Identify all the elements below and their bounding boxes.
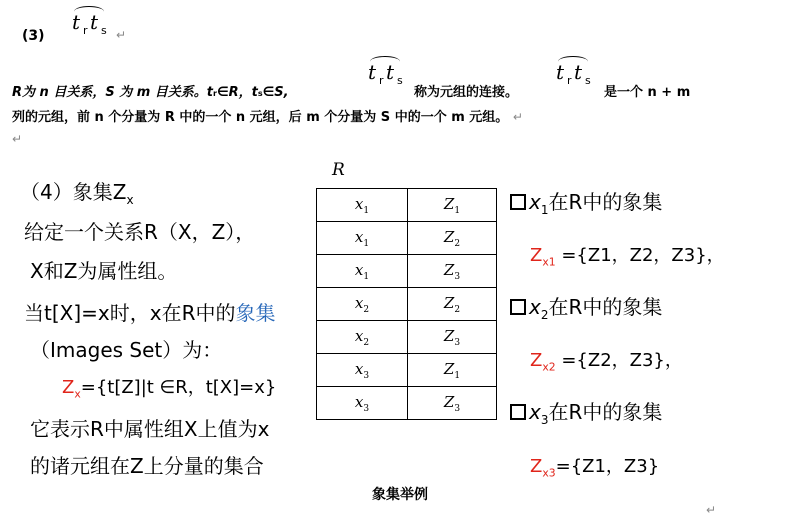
- cell-x: $x_1$: [317, 189, 408, 222]
- item3-line1-end: 是一个 n + m: [604, 85, 691, 100]
- item4-line4: （Images Set）为：: [30, 338, 223, 362]
- cell-z: $Z_3$: [408, 387, 497, 420]
- image-set-result-x3: $Z_{x3}=\{Z1$，Z3}: [530, 456, 660, 480]
- item4-line3: 当t[X]=x时，x在R中的象集: [24, 301, 276, 325]
- cell-x: $x_3$: [317, 387, 408, 420]
- checkbox-icon: [510, 299, 526, 315]
- paragraph-mark: ↵: [706, 503, 717, 517]
- table-row: [317, 222, 497, 255]
- image-set-result-x1: $Z_{x1} =\{Z1$，Z2，Z3}，: [530, 245, 725, 269]
- cell-z: $Z_1$: [408, 189, 497, 222]
- paragraph-mark: ↵: [12, 132, 23, 146]
- item4-line6: 它表示R中属性组X上值为x: [30, 417, 270, 441]
- table-row: [317, 321, 497, 354]
- table-row: [317, 288, 497, 321]
- checkbox-icon: [510, 194, 526, 210]
- item3-label: (3): [22, 28, 45, 44]
- cell-z: $Z_3$: [408, 255, 497, 288]
- cell-x: $x_1$: [317, 255, 408, 288]
- cell-x: $x_1$: [317, 222, 408, 255]
- item3-line1-join: 称为元组的连接。: [414, 85, 519, 100]
- item3-line2: 列的元组，前 n 个分量为 R 中的一个 n 元组，后 m 个分量为 S 中的一个 m 元组。 ↵: [12, 110, 523, 125]
- cell-x: $x_2$: [317, 288, 408, 321]
- cell-z: $Z_2$: [408, 222, 497, 255]
- image-set-result-x2: $Z_{x2} =\{Z2$，Z3}，: [530, 350, 683, 374]
- cell-x: $x_2$: [317, 321, 408, 354]
- item4-line2: X和Z为属性组。: [30, 259, 178, 283]
- image-set-formula: $Z_x=\{t[Z]|t$ ∈R，t[X]=x}: [62, 377, 277, 401]
- cell-z: $Z_2$: [408, 288, 497, 321]
- table-caption: 象集举例: [372, 487, 428, 503]
- image-set-heading-x1: $x_1$在R中的象集: [510, 186, 662, 217]
- item4-line7: 的诸元组在Z上分量的集合: [30, 454, 264, 478]
- cell-x: $x_3$: [317, 354, 408, 387]
- table-row: [317, 387, 497, 420]
- table-row: [317, 189, 497, 222]
- join-notation-inline-1: t r t s: [368, 56, 408, 90]
- item3-line1: R为 n 目关系，S 为 m 目关系。tr∈R，ts∈S,: [12, 85, 289, 100]
- cell-z: $Z_3$: [408, 321, 497, 354]
- image-set-heading-x2: $x_2$在R中的象集: [510, 291, 662, 322]
- table-row: [317, 354, 497, 387]
- image-set-heading-x3: $x_3$在R中的象集: [510, 396, 662, 427]
- cell-z: $Z_1$: [408, 354, 497, 387]
- item4-title: （4）象集$Z_x$: [20, 180, 134, 207]
- join-notation-inline-2: t r t s: [556, 56, 596, 90]
- table-row: [317, 255, 497, 288]
- join-notation-heading: t r t s: [72, 6, 112, 40]
- checkbox-icon: [510, 404, 526, 420]
- relation-label: R: [332, 160, 345, 180]
- paragraph-mark: ↵: [116, 28, 127, 42]
- item4-line1: 给定一个关系R（X，Z），: [24, 220, 256, 244]
- relation-table: [316, 188, 497, 420]
